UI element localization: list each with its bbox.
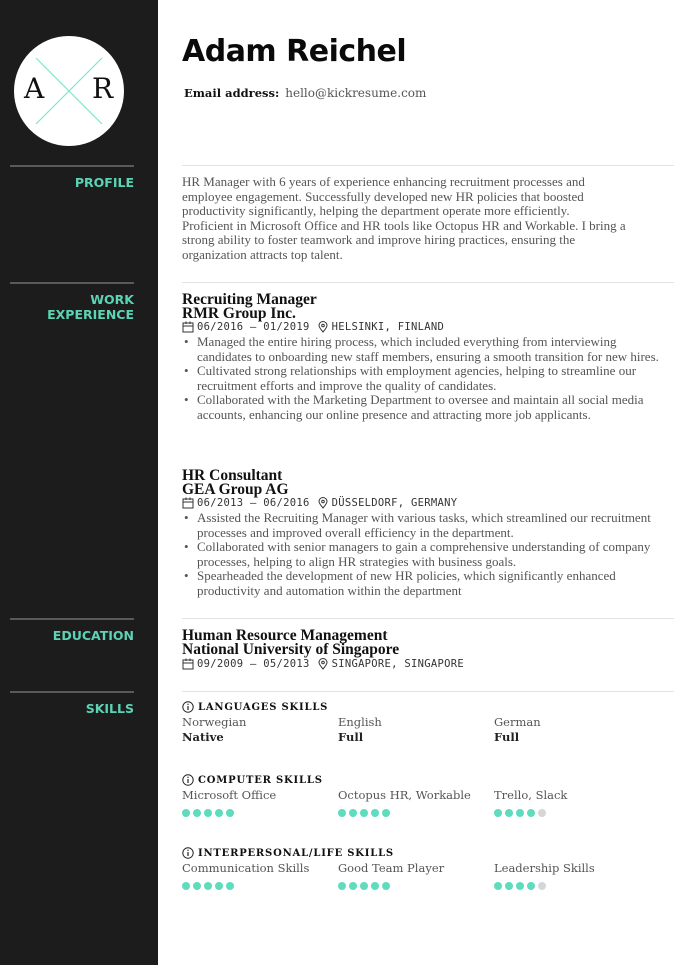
location-pin-icon bbox=[317, 321, 329, 333]
profile-line: productivity significantly, helping the department operate more efficiently. bbox=[182, 203, 570, 219]
initial-first: A bbox=[24, 72, 45, 105]
sidebar-divider bbox=[10, 282, 134, 284]
skill-group-title: INTERPERSONAL/LIFE SKILLS bbox=[198, 847, 394, 859]
skill-group-heading bbox=[182, 701, 328, 713]
skill-group-heading bbox=[182, 847, 394, 859]
degree-title: Human Resource Management bbox=[182, 627, 388, 644]
education-dates: 09/2009 – 05/2013 bbox=[197, 658, 310, 670]
candidate-name: Adam Reichel bbox=[182, 34, 407, 69]
skill-rating bbox=[494, 809, 644, 817]
job-dates: 06/2013 – 06/2016 bbox=[197, 497, 310, 509]
job-title: HR Consultant bbox=[182, 467, 283, 484]
skill-rating bbox=[338, 882, 488, 890]
bullet-item: • Cultivated strong relationships with employment agencies, helping to streamline our recruitment efforts and improve the quality of candidates. bbox=[182, 364, 662, 393]
skill-rating bbox=[182, 809, 332, 817]
skill-name: Communication Skills bbox=[182, 861, 310, 875]
skill-group-title: LANGUAGES SKILLS bbox=[198, 701, 329, 713]
email-link[interactable]: hello@kickresume.com bbox=[285, 86, 427, 100]
job-meta bbox=[182, 497, 457, 509]
skill-level: Full bbox=[338, 730, 364, 744]
info-icon bbox=[182, 701, 194, 713]
skill-name: Microsoft Office bbox=[182, 788, 277, 802]
section-label-work-line2: EXPERIENCE bbox=[47, 307, 134, 322]
language-skill bbox=[182, 715, 332, 745]
bullet-item: • Collaborated with the Marketing Department to oversee and maintain all social media accounts, enhancing our online presence and attracting more job applicants. bbox=[182, 393, 662, 422]
job-location: HELSINKI, FINLAND bbox=[331, 321, 445, 333]
bullet-item: • Spearheaded the development of new HR policies, which significantly enhanced productivity and automation within the department bbox=[182, 569, 662, 598]
school-name: National University of Singapore bbox=[182, 641, 400, 658]
skill-rating bbox=[494, 882, 644, 890]
calendar-icon bbox=[182, 658, 194, 670]
sidebar-divider bbox=[10, 691, 134, 693]
profile-line: Proficient in Microsoft Office and HR tools like Octopus HR and Workable. I bring a bbox=[182, 217, 626, 233]
interpersonal-skill bbox=[338, 861, 488, 890]
job-bullets bbox=[182, 335, 662, 423]
section-label-work bbox=[4, 292, 134, 322]
language-skill bbox=[338, 715, 488, 745]
location-pin-icon bbox=[317, 658, 329, 670]
skill-level: Full bbox=[494, 730, 520, 744]
email-row bbox=[184, 86, 426, 100]
skill-group-heading bbox=[182, 774, 323, 786]
skill-name: Leadership Skills bbox=[494, 861, 595, 875]
avatar bbox=[14, 36, 124, 146]
interpersonal-skill bbox=[494, 861, 644, 890]
job-dates: 06/2016 – 01/2019 bbox=[197, 321, 310, 333]
bullet-item: • Assisted the Recruiting Manager with various tasks, which streamlined our recruitment processes and improved overall efficiency in the department. bbox=[182, 511, 662, 540]
section-label-skills: SKILLS bbox=[85, 701, 134, 716]
sidebar bbox=[0, 0, 158, 965]
education-location: SINGAPORE, SINGAPORE bbox=[331, 658, 465, 670]
job-meta bbox=[182, 321, 444, 333]
sidebar-divider bbox=[10, 618, 134, 620]
skill-name: Octopus HR, Workable bbox=[338, 788, 471, 802]
computer-skill bbox=[338, 788, 488, 817]
language-skill bbox=[494, 715, 644, 745]
skill-name: Trello, Slack bbox=[494, 788, 568, 802]
profile-line: HR Manager with 6 years of experience enhancing recruitment processes and bbox=[182, 174, 585, 189]
initial-last: R bbox=[92, 72, 114, 105]
job-bullets bbox=[182, 511, 662, 599]
skill-name: English bbox=[338, 715, 382, 729]
computer-skill bbox=[494, 788, 644, 817]
profile-line: strong ability to foster teamwork and improve hiring practices, ensuring the bbox=[182, 232, 576, 248]
location-pin-icon bbox=[317, 497, 329, 509]
computer-skill bbox=[182, 788, 332, 817]
profile-summary bbox=[182, 175, 662, 263]
calendar-icon bbox=[182, 321, 194, 333]
skill-group-title: COMPUTER SKILLS bbox=[198, 774, 323, 786]
job-location: DÜSSELDORF, GERMANY bbox=[331, 497, 458, 509]
section-label-education: EDUCATION bbox=[52, 628, 134, 643]
section-label-work-line1: WORK bbox=[90, 292, 134, 307]
skill-name: Norwegian bbox=[182, 715, 247, 729]
job-title: Recruiting Manager bbox=[182, 291, 317, 308]
interpersonal-skill bbox=[182, 861, 332, 890]
info-icon bbox=[182, 774, 194, 786]
section-label-profile: PROFILE bbox=[74, 175, 134, 190]
skill-rating bbox=[182, 882, 332, 890]
company-name: RMR Group Inc. bbox=[182, 305, 296, 322]
section-divider bbox=[182, 691, 674, 692]
bullet-item: • Collaborated with senior managers to gain a comprehensive understanding of company processes, helping to align HR strategies with business goals. bbox=[182, 540, 662, 569]
skill-name: Good Team Player bbox=[338, 861, 445, 875]
section-divider bbox=[182, 618, 674, 619]
profile-line: organization attracts top talent. bbox=[182, 246, 343, 262]
email-label: Email address: bbox=[184, 86, 280, 100]
skill-level: Native bbox=[182, 730, 224, 744]
education-meta bbox=[182, 658, 464, 670]
skill-name: German bbox=[494, 715, 541, 729]
skill-rating bbox=[338, 809, 488, 817]
section-divider bbox=[182, 165, 674, 166]
profile-line: employee engagement. Successfully developed new HR policies that boosted bbox=[182, 188, 584, 204]
calendar-icon bbox=[182, 497, 194, 509]
info-icon bbox=[182, 847, 194, 859]
company-name: GEA Group AG bbox=[182, 481, 289, 498]
bullet-item: • Managed the entire hiring process, which included everything from interviewing candidates to onboarding new staff members, ensuring a smooth transition for new hires. bbox=[182, 335, 662, 364]
section-divider bbox=[182, 282, 674, 283]
sidebar-divider bbox=[10, 165, 134, 167]
